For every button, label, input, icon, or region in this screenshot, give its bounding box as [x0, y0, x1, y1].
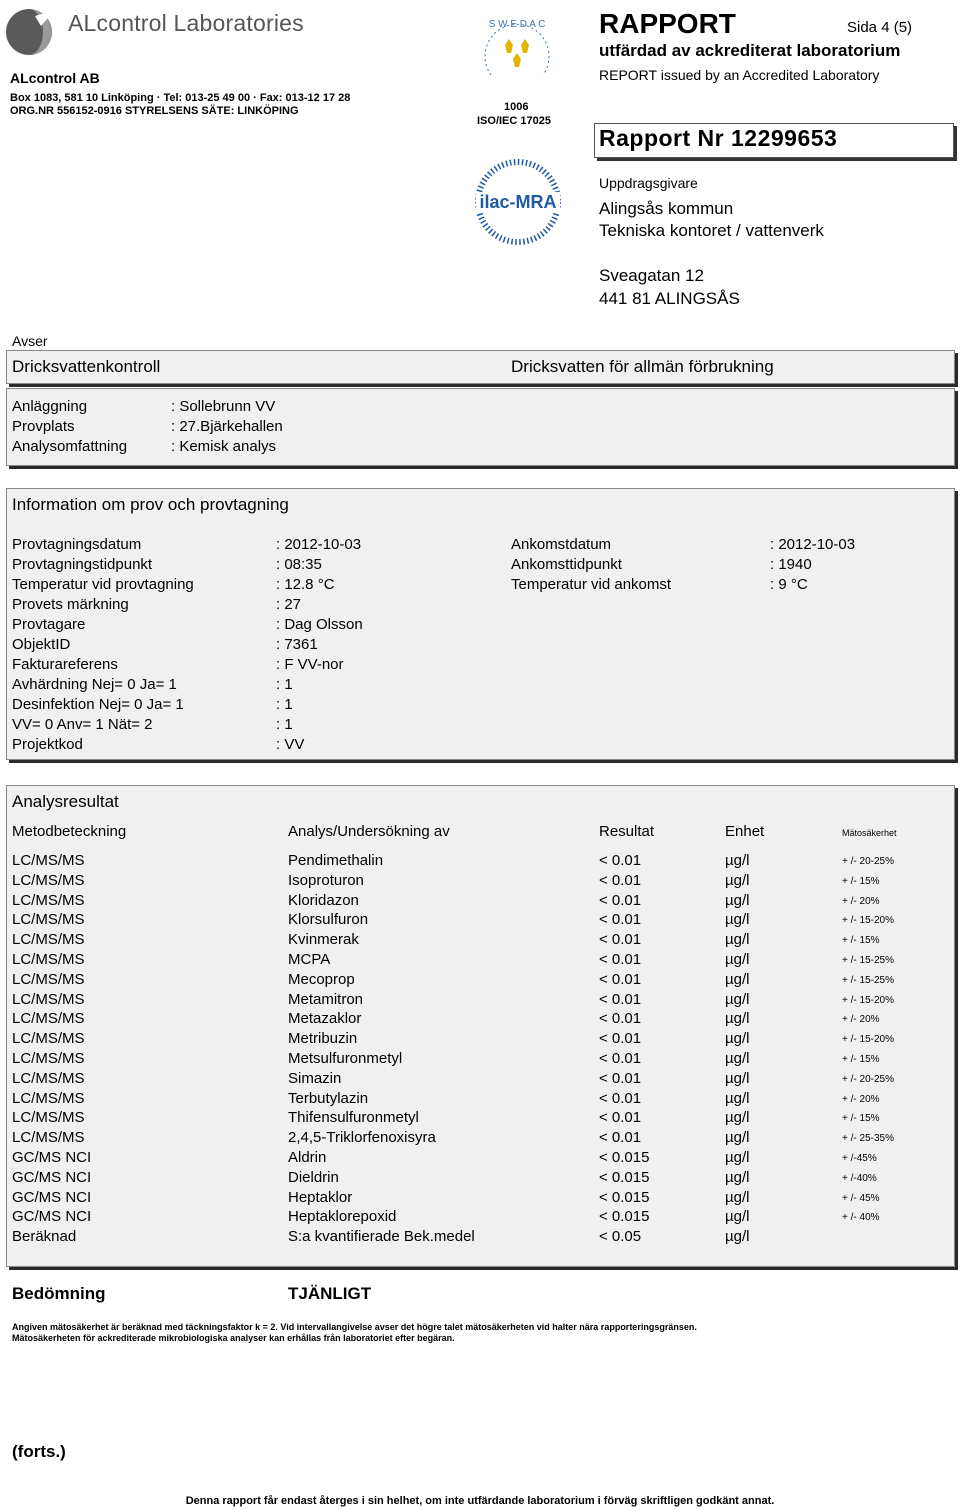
- info-label: VV= 0 Anv= 1 Nät= 2: [12, 716, 153, 733]
- info-label: Ankomsttidpunkt: [511, 556, 622, 573]
- result-analysis: Kloridazon: [288, 891, 359, 909]
- result-unit: µg/l: [725, 852, 750, 869]
- result-method: LC/MS/MS: [12, 1050, 85, 1067]
- result-result: < 0.01: [599, 951, 642, 968]
- result-unc: + /- 15%: [842, 1113, 880, 1125]
- org-number: ORG.NR 556152-0916 STYRELSENS SÄTE: LINKÖPING: [10, 105, 299, 117]
- swedac-seal-icon: [471, 15, 563, 105]
- result-analysis: Heptaklorepoxid: [288, 1208, 397, 1226]
- company-address: Box 1083, 581 10 Linköping · Tel: 013-25 49 00 · Fax: 013-12 17 28: [10, 92, 351, 104]
- result-method: LC/MS/MS: [12, 852, 85, 869]
- header-result: Resultat: [599, 823, 655, 840]
- result-unit: µg/l: [725, 1069, 750, 1087]
- result-result: < 0.05: [599, 1228, 642, 1246]
- result-unit: µg/l: [725, 911, 750, 929]
- result-unit: µg/l: [725, 1168, 750, 1186]
- result-unit: µg/l: [725, 1109, 750, 1127]
- result-result: < 0.01: [599, 1050, 642, 1067]
- assessment-label: Bedömning: [12, 1284, 106, 1303]
- result-unit: µg/l: [725, 891, 750, 909]
- result-unit: µg/l: [725, 1188, 750, 1206]
- result-unit: µg/l: [725, 1050, 750, 1067]
- info-label: Avhärdning Nej= 0 Ja= 1: [12, 676, 177, 693]
- header-unit: Enhet: [725, 823, 765, 840]
- result-analysis: Metribuzin: [288, 1030, 358, 1048]
- result-analysis: S:a kvantifierade Bek.medel: [288, 1228, 475, 1246]
- result-unc: + /- 45%: [842, 1192, 880, 1204]
- info-label: Ankomstdatum: [511, 536, 612, 553]
- result-result: < 0.01: [599, 1089, 642, 1107]
- client-department: Tekniska kontoret / vattenverk: [599, 221, 824, 240]
- note-line-1: Angiven mätosäkerhet är beräknad med täckningsfaktor k = 2. Vid intervallangivelse avser det högre talet mätosäkerheten vid halter nära rapporteringsgränsen.: [12, 1322, 697, 1332]
- result-result: < 0.01: [599, 1129, 642, 1147]
- result-unit: µg/l: [725, 1149, 750, 1166]
- results-box: [6, 785, 955, 1303]
- info-value: : 12.8 °C: [276, 576, 335, 593]
- header-method: Metodbeteckning: [12, 823, 127, 840]
- header-analysis: Analys/Undersökning av: [288, 823, 450, 840]
- footer-text: Denna rapport får endast återges i sin helhet, om inte utfärdande laboratorium i förväg skriftligen godkänt annat.: [185, 1495, 775, 1507]
- ilac-mra-icon: [474, 158, 562, 251]
- result-analysis: Thifensulfuronmetyl: [288, 1109, 419, 1127]
- result-method: GC/MS NCI: [12, 1168, 92, 1186]
- site-value: : Kemisk analys: [171, 438, 277, 455]
- report-number: Rapport Nr 12299653: [599, 125, 838, 151]
- result-analysis: Heptaklor: [288, 1188, 353, 1206]
- svg-text:S W E D A C: S W E D A C: [488, 19, 546, 30]
- client-city: 441 81 ALINGSÅS: [599, 289, 740, 308]
- result-result: < 0.01: [599, 990, 642, 1008]
- result-result: < 0.01: [599, 852, 642, 869]
- result-unc: + /- 20%: [842, 1014, 880, 1026]
- result-result: < 0.01: [599, 1069, 642, 1087]
- result-unc: + /- 15-20%: [842, 994, 894, 1006]
- result-unit: µg/l: [725, 951, 750, 968]
- result-analysis: Dieldrin: [288, 1168, 339, 1186]
- result-result: < 0.01: [599, 1010, 642, 1028]
- result-analysis: Isoproturon: [288, 871, 364, 889]
- result-unc: + /- 20%: [842, 895, 880, 907]
- site-label: Anläggning: [12, 398, 88, 415]
- sample-info-box: [6, 488, 955, 760]
- result-analysis: Terbutylazin: [288, 1089, 369, 1107]
- client-street: Sveagatan 12: [599, 266, 704, 285]
- avser-box: [6, 350, 955, 384]
- result-result: < 0.01: [599, 970, 642, 988]
- result-unit: µg/l: [725, 990, 750, 1008]
- result-unit: µg/l: [725, 1030, 750, 1048]
- result-method: GC/MS NCI: [12, 1208, 92, 1226]
- info-value: : VV: [276, 736, 305, 753]
- result-analysis: Metamitron: [288, 990, 364, 1008]
- site-label: Provplats: [12, 418, 75, 435]
- result-method: Beräknad: [12, 1228, 77, 1246]
- avser-right: Dricksvatten för allmän förbrukning: [511, 357, 774, 376]
- result-result: < 0.015: [599, 1188, 650, 1206]
- result-unit: µg/l: [725, 931, 750, 949]
- avser-left: Dricksvattenkontroll: [12, 357, 161, 376]
- result-analysis: MCPA: [288, 951, 331, 968]
- lab-name: ALcontrol Laboratories: [68, 10, 304, 36]
- header-uncertainty: Mätosäkerhet: [842, 828, 897, 838]
- info-value: : F VV-nor: [276, 656, 344, 673]
- result-analysis: Kvinmerak: [288, 931, 359, 949]
- result-analysis: 2,4,5-Triklorfenoxisyra: [288, 1129, 436, 1147]
- result-analysis: Metazaklor: [288, 1010, 362, 1028]
- result-result: < 0.015: [599, 1208, 650, 1226]
- report-heading: RAPPORT: [599, 8, 736, 39]
- result-unit: µg/l: [725, 1228, 750, 1246]
- info-value: : 1: [276, 716, 293, 733]
- note-line-2: Mätosäkerheten för ackrediterade mikrobiologiska analyser kan erhållas från laboratoriet efter begäran.: [12, 1333, 455, 1343]
- issued-by-en: REPORT issued by an Accredited Laboratory: [599, 67, 880, 83]
- info-value: : 2012-10-03: [770, 536, 856, 553]
- result-unc: + /- 15%: [842, 1054, 880, 1065]
- site-value: : 27.Bjärkehallen: [171, 418, 283, 435]
- avser-label: Avser: [12, 333, 48, 349]
- result-method: LC/MS/MS: [12, 970, 85, 988]
- result-method: LC/MS/MS: [12, 990, 85, 1008]
- result-unc: + /- 20-25%: [842, 1073, 894, 1085]
- info-label: Provtagare: [12, 616, 86, 633]
- info-value: : 2012-10-03: [276, 536, 362, 553]
- result-analysis: Mecoprop: [288, 970, 355, 988]
- info-value: : 7361: [276, 636, 318, 653]
- result-analysis: Pendimethalin: [288, 852, 384, 869]
- accreditation-number: 1006: [504, 101, 529, 113]
- result-analysis: Klorsulfuron: [288, 911, 369, 929]
- info-label: Temperatur vid provtagning: [12, 576, 194, 593]
- result-method: GC/MS NCI: [12, 1188, 92, 1206]
- result-unc: + /- 25-35%: [842, 1133, 894, 1145]
- result-method: LC/MS/MS: [12, 871, 85, 889]
- result-method: LC/MS/MS: [12, 1109, 85, 1127]
- svg-text:ilac-MRA: ilac-MRA: [479, 192, 557, 212]
- info-label: Desinfektion Nej= 0 Ja= 1: [12, 696, 184, 713]
- result-method: LC/MS/MS: [12, 891, 85, 909]
- result-unc: + /- 40%: [842, 1212, 880, 1224]
- result-result: < 0.01: [599, 1030, 642, 1048]
- site-box: [6, 388, 955, 466]
- result-method: LC/MS/MS: [12, 1010, 85, 1028]
- info-value: : Dag Olsson: [276, 616, 363, 633]
- client-label: Uppdragsgivare: [599, 175, 698, 191]
- result-method: LC/MS/MS: [12, 1069, 85, 1087]
- result-result: < 0.015: [599, 1149, 650, 1166]
- result-unc: + /-40%: [842, 1172, 877, 1184]
- result-method: LC/MS/MS: [12, 1089, 85, 1107]
- info-label: Fakturareferens: [12, 656, 118, 673]
- info-value: : 1: [276, 696, 293, 713]
- info-value: : 27: [276, 596, 302, 613]
- info-value: : 1: [276, 676, 293, 693]
- result-unit: µg/l: [725, 1010, 750, 1028]
- info-value: : 1940: [770, 556, 812, 573]
- result-unc: + /-45%: [842, 1153, 877, 1164]
- sample-info-title: Information om prov och provtagning: [12, 495, 289, 514]
- info-label: Provtagningstidpunkt: [12, 556, 153, 573]
- site-value: : Sollebrunn VV: [171, 398, 276, 415]
- result-unc: + /- 15-25%: [842, 974, 894, 986]
- result-unc: + /- 15-20%: [842, 915, 894, 927]
- result-result: < 0.01: [599, 891, 642, 909]
- result-unc: + /- 15-20%: [842, 1034, 894, 1046]
- result-unit: µg/l: [725, 970, 750, 988]
- issued-by-sv: utfärdad av ackrediterat laboratorium: [599, 41, 901, 60]
- result-unc: + /- 15%: [842, 935, 880, 947]
- result-unit: µg/l: [725, 1208, 750, 1226]
- info-value: : 08:35: [276, 556, 322, 573]
- alcontrol-logo-icon: [5, 6, 57, 63]
- result-result: < 0.015: [599, 1168, 650, 1186]
- result-analysis: Metsulfuronmetyl: [288, 1050, 403, 1067]
- company-name: ALcontrol AB: [10, 70, 100, 86]
- result-unc: + /- 15-25%: [842, 955, 894, 966]
- result-method: LC/MS/MS: [12, 1030, 85, 1048]
- info-label: Provtagningsdatum: [12, 536, 142, 553]
- info-label: ObjektID: [12, 636, 71, 653]
- result-analysis: Simazin: [288, 1069, 342, 1087]
- results-title: Analysresultat: [12, 792, 119, 811]
- result-method: LC/MS/MS: [12, 1129, 85, 1147]
- assessment-value: TJÄNLIGT: [288, 1284, 372, 1303]
- page-number: Sida 4 (5): [847, 19, 913, 36]
- result-analysis: Aldrin: [288, 1149, 327, 1166]
- result-method: LC/MS/MS: [12, 931, 85, 949]
- result-unc: + /- 15%: [842, 875, 880, 887]
- info-label: Projektkod: [12, 736, 83, 753]
- site-label: Analysomfattning: [12, 438, 128, 455]
- result-unit: µg/l: [725, 871, 750, 889]
- result-unc: + /- 20-25%: [842, 856, 894, 867]
- result-method: GC/MS NCI: [12, 1149, 92, 1166]
- continued-label: (forts.): [12, 1442, 66, 1461]
- result-result: < 0.01: [599, 911, 642, 929]
- info-label: Provets märkning: [12, 596, 129, 613]
- result-unit: µg/l: [725, 1129, 750, 1147]
- result-unc: + /- 20%: [842, 1093, 880, 1105]
- result-method: LC/MS/MS: [12, 911, 85, 929]
- result-unit: µg/l: [725, 1089, 750, 1107]
- result-result: < 0.01: [599, 871, 642, 889]
- info-label: Temperatur vid ankomst: [511, 576, 672, 593]
- client-name: Alingsås kommun: [599, 199, 734, 218]
- result-method: LC/MS/MS: [12, 951, 85, 968]
- iso-standard: ISO/IEC 17025: [477, 115, 551, 127]
- result-result: < 0.01: [599, 931, 642, 949]
- result-result: < 0.01: [599, 1109, 642, 1127]
- info-value: : 9 °C: [770, 576, 808, 593]
